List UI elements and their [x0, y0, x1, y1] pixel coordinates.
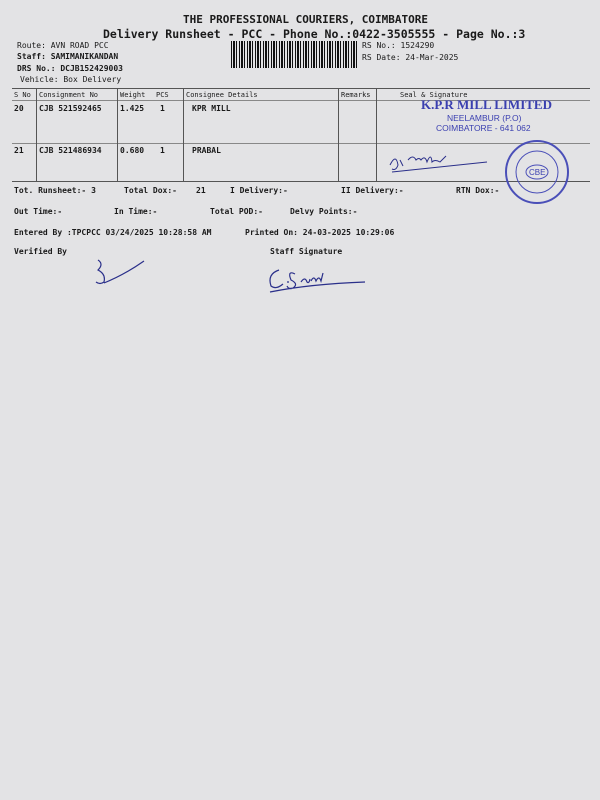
runsheet-subtitle: Delivery Runsheet - PCC - Phone No.:0422-3505555 - Page No.:3: [103, 27, 526, 41]
company-title: THE PROFESSIONAL COURIERS, COIMBATORE: [183, 13, 429, 26]
row-sno: 21: [14, 146, 24, 155]
prabal-stamp-and-signature: [380, 140, 595, 210]
tot-runsheet: Tot. Runsheet:- 3: [14, 186, 96, 195]
stamp-text: NEELAMBUR (P.O): [447, 113, 522, 123]
total-pod: Total POD:-: [210, 207, 263, 216]
col-sno: S No: [14, 91, 31, 99]
table-top-rule: [12, 88, 590, 89]
i-delivery: I Delivery:-: [230, 186, 288, 195]
rtn-dox: RTN Dox:-: [456, 186, 500, 195]
ii-delivery: II Delivery:-: [341, 186, 404, 195]
col-consignee: Consignee Details: [186, 91, 258, 99]
col-weight: Weight: [120, 91, 146, 99]
delvy-points: Delvy Points:-: [290, 207, 358, 216]
row-pcs: 1: [160, 104, 165, 113]
staff-signature-label: Staff Signature: [270, 247, 343, 256]
vehicle: Vehicle: Box Delivery: [20, 75, 122, 84]
row-consignment: CJB 521486934: [39, 146, 102, 155]
route: Route: AVN ROAD PCC: [17, 41, 109, 50]
col-seal: Seal & Signature: [400, 91, 468, 99]
stamp-text: CBE: [529, 168, 546, 177]
col-remarks: Remarks: [341, 91, 371, 99]
row-weight: 0.680: [120, 146, 145, 155]
staff: Staff: SAMIMANIKANDAN: [17, 52, 119, 61]
stamp-text: K.P.R MILL LIMITED: [421, 97, 552, 112]
printed-on: Printed On: 24-03-2025 10:29:06: [245, 228, 395, 237]
verified-signature: [90, 255, 150, 290]
row-pcs: 1: [160, 146, 165, 155]
staff-signature: [265, 262, 375, 297]
total-dox-value: 21: [196, 186, 206, 195]
col-divider: [376, 89, 377, 181]
col-divider: [183, 89, 184, 181]
out-time: Out Time:-: [14, 207, 63, 216]
rs-no: RS No.: 1524290: [362, 41, 435, 50]
row-sno: 20: [14, 104, 24, 113]
total-dox-label: Total Dox:-: [124, 186, 177, 195]
row-consignee: KPR MILL: [192, 104, 231, 113]
verified-by-label: Verified By: [14, 247, 67, 256]
entered-by: Entered By :TPCPCC 03/24/2025 10:28:58 AM: [14, 228, 212, 237]
col-divider: [117, 89, 118, 181]
col-divider: [338, 89, 339, 181]
row-consignee: PRABAL: [192, 146, 221, 155]
rs-date: RS Date: 24-Mar-2025: [362, 53, 459, 62]
col-consignment: Consignment No: [39, 91, 99, 99]
drs-no: DRS No.: DCJB152429003: [17, 64, 123, 73]
row-consignment: CJB 521592465: [39, 104, 102, 113]
col-pcs: PCS: [156, 91, 169, 99]
row-weight: 1.425: [120, 104, 145, 113]
stamp-text: COIMBATORE - 641 062: [436, 123, 531, 133]
in-time: In Time:-: [114, 207, 158, 216]
col-divider: [36, 89, 37, 181]
barcode: [231, 41, 357, 68]
